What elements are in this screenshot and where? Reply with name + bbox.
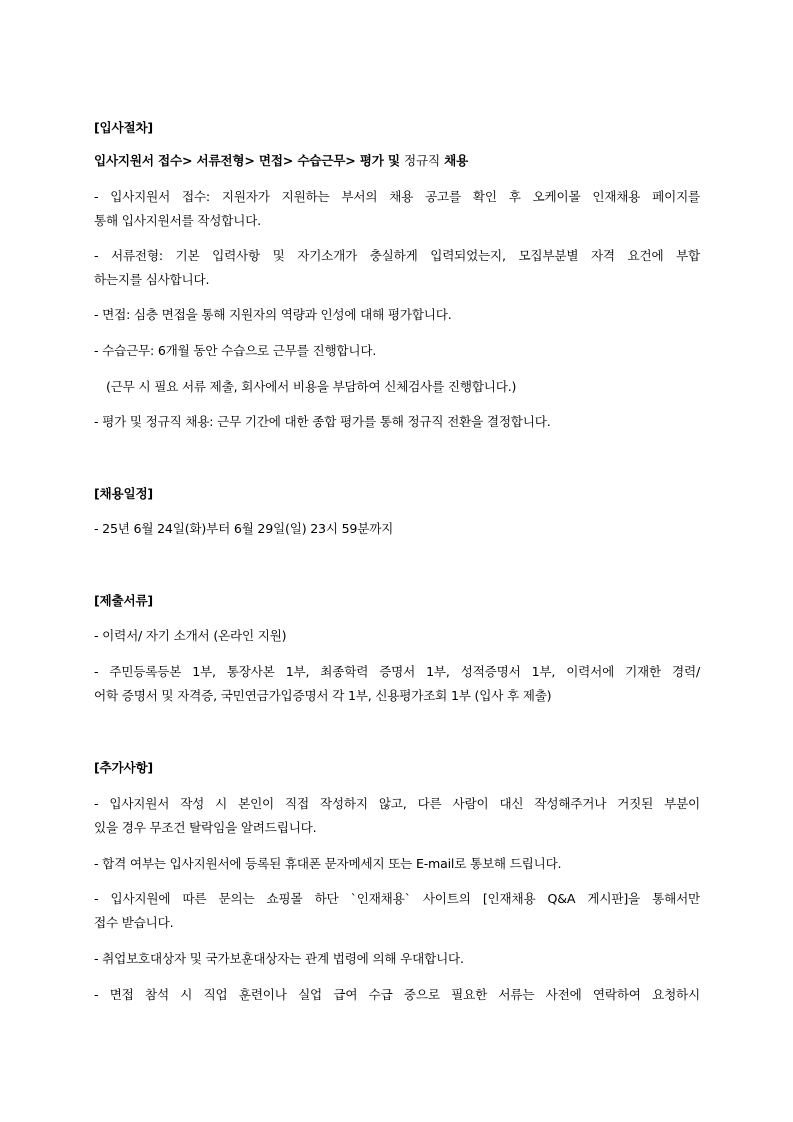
additional-item-notification: - 합격 여부는 입사지원서에 등록된 휴대폰 문자메세지 또는 E-mail로 통보해 드립니다.	[94, 856, 562, 871]
documents-item-online: - 이력서/ 자기 소개서 (온라인 지원)	[94, 628, 287, 643]
section-heading-procedure: [입사절차]	[94, 120, 153, 135]
documents-item-offline-line2: 어학 증명서 및 자격증, 국민연금가입증명서 각 1부, 신용평가조회 1부 (입사 후 제출)	[94, 688, 552, 703]
procedure-item-interview: - 면접: 심층 면접을 통해 지원자의 역량과 인성에 대해 평가합니다.	[94, 307, 452, 322]
additional-item-inquiry-line2: 접수 받습니다.	[94, 915, 174, 930]
documents-item-offline-line1: - 주민등록등본 1부, 통장사본 1부, 최종학력 증명서 1부, 성적증명서 1부, 이력서에 기재한 경력/	[94, 664, 700, 679]
section-heading-schedule: [채용일정]	[94, 486, 153, 501]
schedule-item: - 25년 6월 24일(화)부터 6월 29일(일) 23시 59분까지	[94, 521, 394, 536]
procedure-flow-part3: 채용	[439, 153, 469, 168]
additional-item-interview-docs: - 면접 참석 시 직업 훈련이나 실업 급여 수급 중으로 필요한 서류는 사전에 연락하여 요청하시	[94, 987, 700, 1002]
additional-item-honesty-line1: - 입사지원서 작성 시 본인이 직접 작성하지 않고, 다른 사람이 대신 작성해주거나 거짓된 부분이	[94, 796, 700, 811]
section-heading-additional: [추가사항]	[94, 760, 153, 775]
procedure-flow-part1: 입사지원서 접수> 서류전형> 면접> 수습근무> 평가 및	[94, 153, 405, 168]
procedure-item-application-line2: 통해 입사지원서를 작성합니다.	[94, 213, 261, 228]
section-heading-documents: [제출서류]	[94, 593, 153, 608]
procedure-item-probation-note: (근무 시 필요 서류 제출, 회사에서 비용을 부담하여 신체검사를 진행합니다.)	[106, 379, 517, 394]
procedure-flow	[94, 151, 700, 171]
procedure-flow-part2: 정규직	[404, 153, 440, 168]
procedure-item-evaluation: - 평가 및 정규직 채용: 근무 기간에 대한 종합 평가를 통해 정규직 전환을 결정합니다.	[94, 414, 551, 429]
additional-item-inquiry-line1: - 입사지원에 따른 문의는 쇼핑몰 하단 `인재채용` 사이트의 [인재채용 Q&A 게시판]을 통해서만	[94, 891, 700, 906]
procedure-item-probation: - 수습근무: 6개월 동안 수습으로 근무를 진행합니다.	[94, 343, 377, 358]
additional-item-honesty-line2: 있을 경우 무조건 탈락임을 알려드립니다.	[94, 820, 317, 835]
procedure-item-screening-line2: 하는지를 심사합니다.	[94, 272, 210, 287]
procedure-item-screening-line1: - 서류전형: 기본 입력사항 및 자기소개가 충실하게 입력되었는지, 모집부분별 자격 요건에 부합	[94, 248, 700, 263]
procedure-item-application-line1: - 입사지원서 접수: 지원자가 지원하는 부서의 채용 공고를 확인 후 오케이몰 인재채용 페이지를	[94, 189, 700, 204]
additional-item-preference: - 취업보호대상자 및 국가보훈대상자는 관계 법령에 의해 우대합니다.	[94, 951, 464, 966]
